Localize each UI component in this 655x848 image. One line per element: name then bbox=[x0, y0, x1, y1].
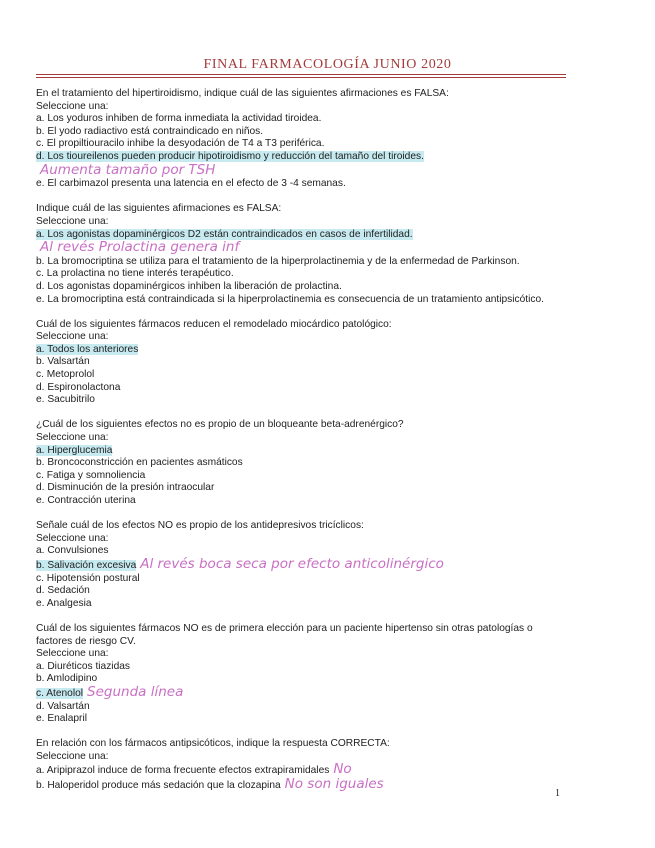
question-text: En el tratamiento del hipertiroidismo, indique cuál de las siguientes afirmaciones es FALSA: bbox=[36, 88, 449, 99]
selected-answer-option bbox=[36, 229, 564, 256]
answer-option: d. Disminución de la presión intraocular bbox=[36, 482, 215, 494]
document-title: FINAL FARMACOLOGÍA JUNIO 2020 bbox=[203, 57, 452, 72]
answer-option: c. Fatiga y somnoliencia bbox=[36, 469, 146, 481]
select-prompt: Seleccione una: bbox=[36, 331, 109, 343]
question-text: ¿Cuál de los siguientes efectos no es propio de un bloqueante beta-adrenérgico? bbox=[36, 419, 404, 431]
handwritten-note: No bbox=[333, 761, 352, 778]
handwritten-note: Aumenta tamaño por TSH bbox=[40, 161, 216, 178]
question-5 bbox=[36, 520, 564, 610]
answer-option: c. Metoprolol bbox=[36, 369, 95, 381]
question-text: Señale cuál de los efectos NO es propio de los antidepresivos tricíclicos: bbox=[36, 520, 364, 532]
answer-option: b. Valsartán bbox=[36, 356, 90, 368]
selected-answer-option bbox=[36, 151, 564, 178]
answer-option: c. La prolactina no tiene interés terapéutico. bbox=[36, 268, 234, 280]
title-rule bbox=[36, 74, 566, 75]
answer-option: e. Contracción uterina bbox=[36, 495, 136, 506]
question-text: En relación con los fármacos antipsicóticos, indique la respuesta CORRECTA: bbox=[36, 738, 390, 750]
answer-option: a. Convulsiones bbox=[36, 545, 109, 557]
select-prompt: Seleccione una: bbox=[36, 648, 109, 660]
answer-option: d. Sedación bbox=[36, 585, 90, 597]
question-1 bbox=[36, 88, 564, 191]
question-6 bbox=[36, 623, 564, 726]
highlighted-answer: d. Los tioureilenos pueden producir hipotiroidismo y reducción del tamaño del tiroides. bbox=[36, 150, 424, 162]
question-text: Cuál de los siguientes fármacos reducen el remodelado miocárdico patológico: bbox=[36, 318, 392, 330]
question-text: Cuál de los siguientes fármacos NO es de primera elección para un paciente hipertenso sin otras patologías o factores de riesgo CV. bbox=[36, 622, 533, 647]
exam-content bbox=[36, 88, 564, 805]
handwritten-note: Segunda línea bbox=[87, 683, 184, 700]
highlighted-answer: a. Todos los anteriores bbox=[36, 343, 139, 355]
answer-option: c. El propiltiouracilo inhibe la desyodación de T4 a T3 periférica. bbox=[36, 138, 325, 150]
answer-option: e. Analgesia bbox=[36, 597, 92, 609]
handwritten-note: No son iguales bbox=[284, 776, 384, 793]
highlighted-answer: c. Atenolol bbox=[36, 687, 84, 699]
answer-option: b. La bromocriptina se utiliza para el tratamiento de la hiperprolactinemia y de la enfermedad de Parkinson. bbox=[36, 255, 520, 267]
answer-option: e. El carbimazol presenta una latencia en el efecto de 3 -4 semanas. bbox=[36, 178, 346, 190]
question-2 bbox=[36, 203, 564, 306]
answer-option: d. Espironolactona bbox=[36, 381, 121, 393]
option-text: a. Aripiprazol induce de forma frecuente efectos extrapiramidales bbox=[36, 765, 330, 777]
answer-option: e. Sacubitrilo bbox=[36, 394, 95, 406]
selected-answer-option bbox=[36, 344, 564, 357]
answer-option: e. Enalapril bbox=[36, 713, 87, 725]
answer-option: a. Diuréticos tiazidas bbox=[36, 660, 130, 672]
option-text: b. Haloperidol produce más sedación que la clozapina bbox=[36, 780, 281, 792]
select-prompt: Seleccione una: bbox=[36, 532, 109, 544]
handwritten-note: Al revés Prolactina genera inf bbox=[40, 239, 240, 256]
answer-option: c. Hipotensión postural bbox=[36, 572, 140, 584]
answer-option: d. Los agonistas dopaminérgicos inhiben la liberación de prolactina. bbox=[36, 280, 342, 292]
answer-option: d. Valsartán bbox=[36, 700, 90, 712]
answer-option: e. La bromocriptina está contraindicada si la hiperprolactinemia es consecuencia de un tratamiento antipsicótico. bbox=[36, 293, 544, 305]
highlighted-answer: b. Salivación excesiva bbox=[36, 559, 137, 571]
answer-option: b. Broncoconstricción en pacientes asmáticos bbox=[36, 457, 243, 469]
answer-option bbox=[36, 778, 564, 793]
highlighted-answer: a. Los agonistas dopaminérgicos D2 están contraindicados en casos de infertilidad. bbox=[36, 228, 413, 240]
select-prompt: Seleccione una: bbox=[36, 100, 109, 112]
question-text: Indique cuál de las siguientes afirmaciones es FALSA: bbox=[36, 203, 282, 215]
selected-answer-option bbox=[36, 683, 564, 701]
question-4 bbox=[36, 419, 564, 507]
title-rule bbox=[36, 77, 566, 78]
question-7 bbox=[36, 738, 564, 792]
select-prompt: Seleccione una: bbox=[36, 432, 109, 444]
selected-answer-option bbox=[36, 555, 564, 573]
answer-option: b. Amlodipino bbox=[36, 673, 98, 685]
page-number: 1 bbox=[555, 788, 560, 799]
select-prompt: Seleccione una: bbox=[36, 215, 109, 227]
select-prompt: Seleccione una: bbox=[36, 750, 109, 762]
answer-option: a. Los yoduros inhiben de forma inmediata la actividad tiroidea. bbox=[36, 113, 322, 125]
handwritten-note: Al revés boca seca por efecto anticolinérgico bbox=[140, 555, 444, 572]
selected-answer-option bbox=[36, 445, 564, 458]
question-3 bbox=[36, 319, 564, 407]
highlighted-answer: a. Hiperglucemia bbox=[36, 444, 113, 456]
answer-option: b. El yodo radiactivo está contraindicado en niños. bbox=[36, 125, 264, 137]
